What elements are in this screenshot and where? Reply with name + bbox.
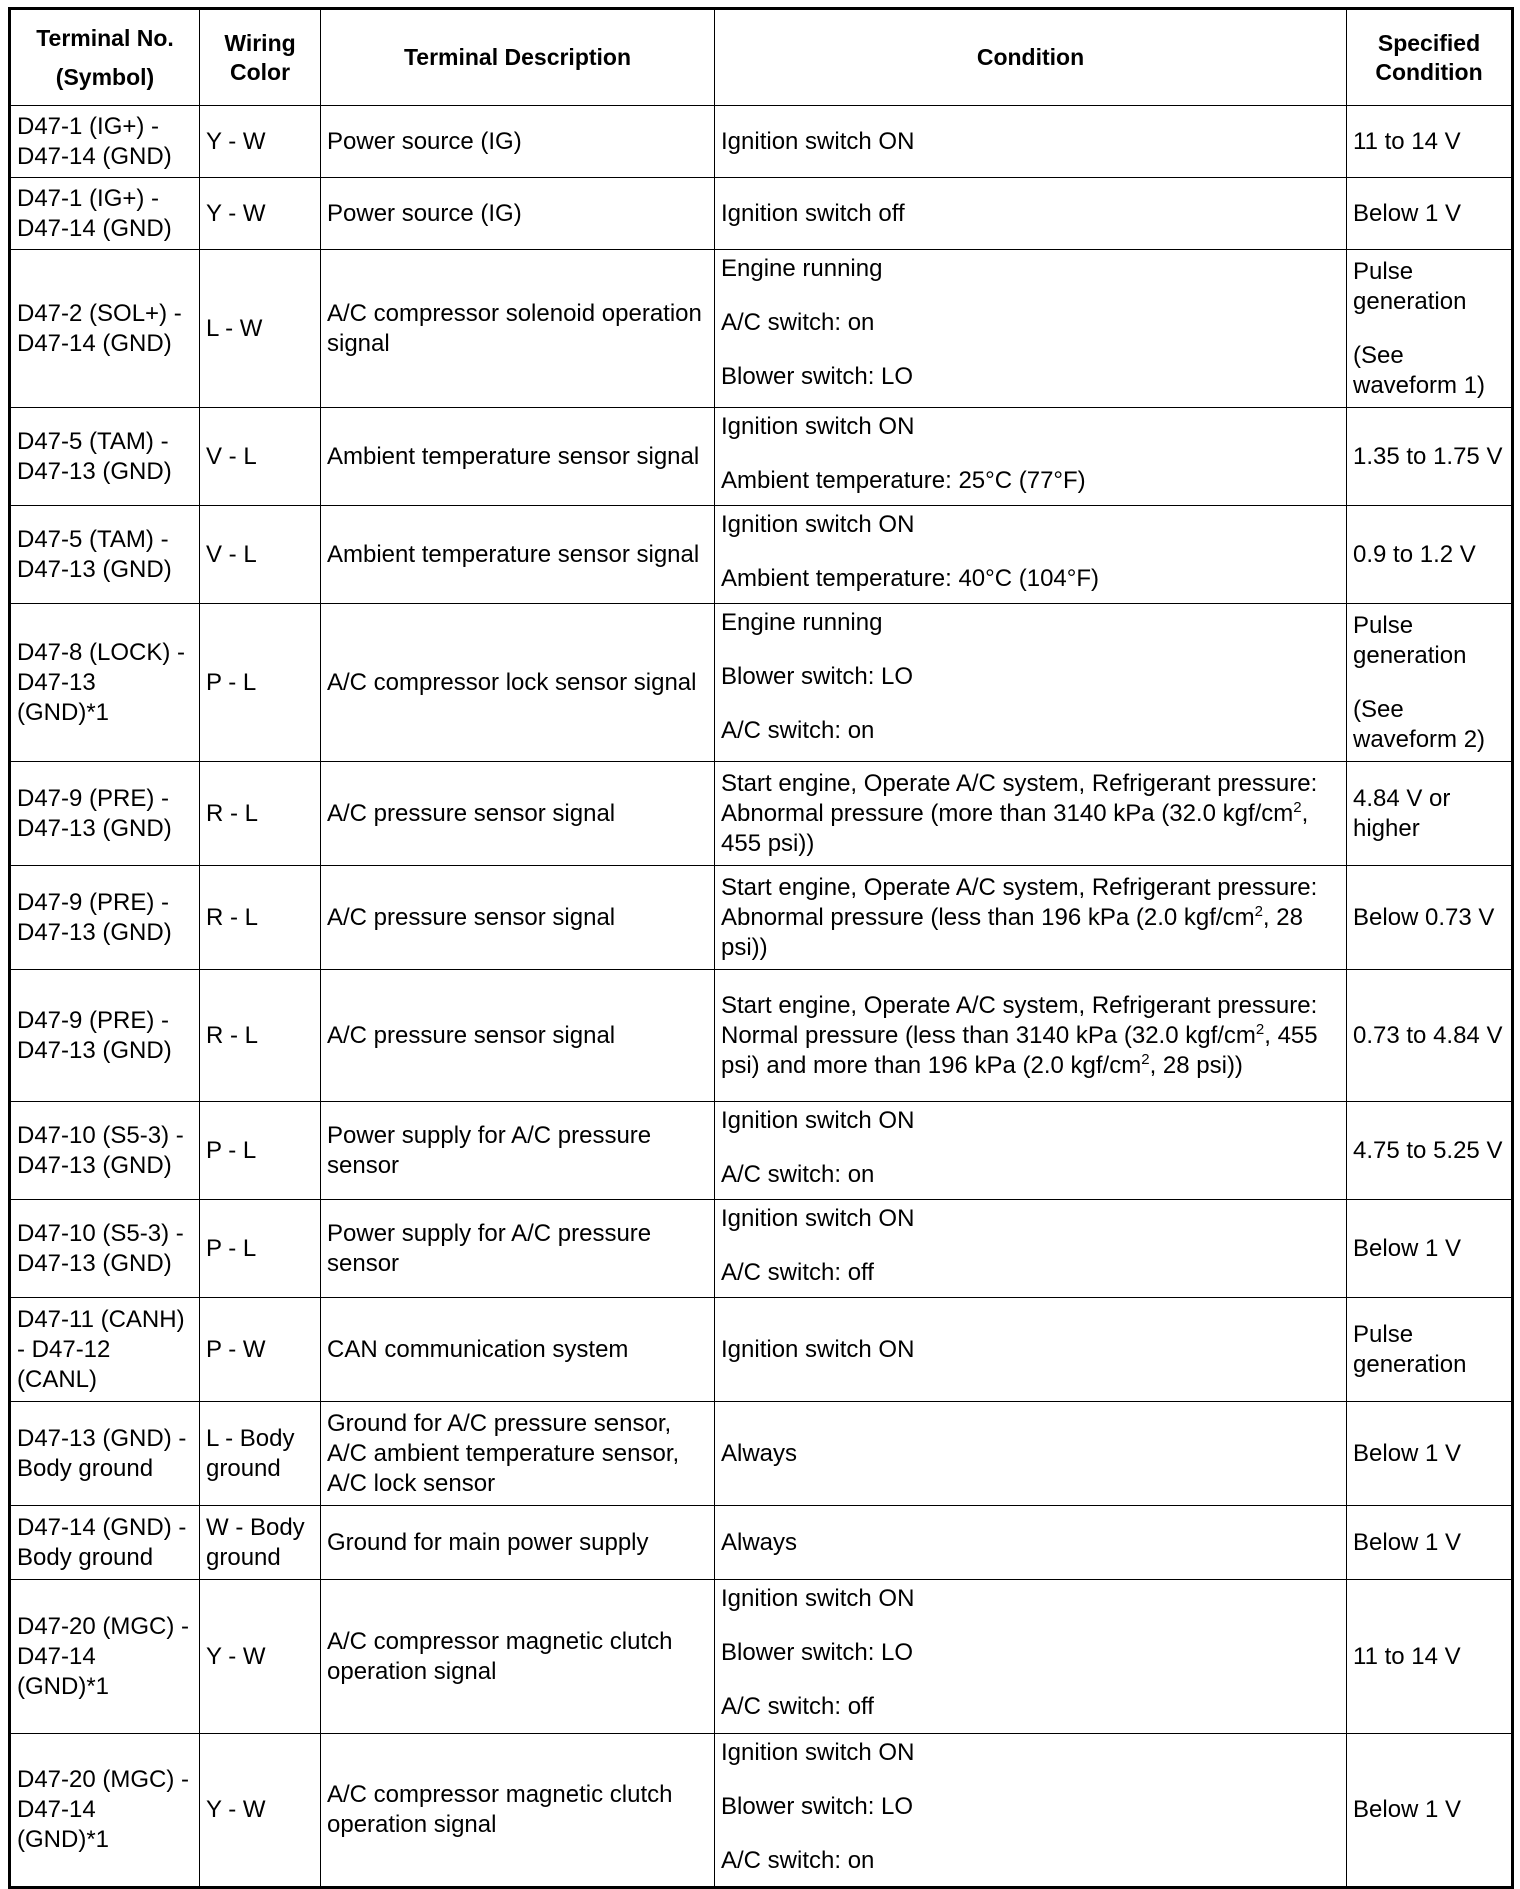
wiring-color-cell: L - Body ground: [200, 1402, 321, 1506]
description-cell: Ground for A/C pressure sensor, A/C ambient temperature sensor, A/C lock sensor: [321, 1402, 715, 1506]
condition-line: Engine running: [721, 609, 883, 636]
condition-cell: [715, 408, 1347, 506]
spec-line: 11 to 14 V: [1353, 1642, 1461, 1670]
wiring-color-cell: P - L: [200, 604, 321, 762]
terminal-cell: D47-10 (S5-3) - D47-13 (GND): [10, 1102, 200, 1200]
spec-line: Below 1 V: [1353, 1234, 1462, 1262]
condition-line: Blower switch: LO: [721, 1639, 914, 1666]
table-row: [10, 506, 1513, 604]
wiring-color-cell: P - L: [200, 1200, 321, 1298]
wiring-color-cell: R - L: [200, 866, 321, 970]
condition-text: Start engine, Operate A/C system, Refrigerant pressure: Normal pressure (less than 3140 kPa (32.0 kgf/cm: [721, 991, 1318, 1049]
description-cell: Power supply for A/C pressure sensor: [321, 1200, 715, 1298]
description-cell: A/C pressure sensor signal: [321, 762, 715, 866]
superscript: 2: [1293, 798, 1302, 816]
condition-line: Ignition switch ON: [721, 1335, 915, 1363]
condition-line: A/C switch: on: [721, 717, 875, 744]
wiring-color-cell: V - L: [200, 408, 321, 506]
condition-line: A/C switch: off: [721, 1693, 874, 1720]
terminal-cell: D47-8 (LOCK) - D47-13 (GND)*1: [10, 604, 200, 762]
wiring-color-cell: P - W: [200, 1298, 321, 1402]
condition-text: , 455 psi)): [721, 799, 1309, 857]
condition-line: Ignition switch ON: [721, 413, 915, 440]
specified-condition-cell: [1347, 1298, 1513, 1402]
condition-line: Ignition switch ON: [721, 1205, 915, 1232]
specified-condition-cell: [1347, 106, 1513, 178]
condition-line: Blower switch: LO: [721, 663, 914, 690]
condition-text: , 28 psi)): [1149, 1051, 1243, 1079]
terminal-cell: D47-2 (SOL+) - D47-14 (GND): [10, 250, 200, 408]
condition-line: Always: [721, 1528, 798, 1556]
spec-line: 1.35 to 1.75 V: [1353, 442, 1503, 470]
condition-text: , 455 psi) and more than 196 kPa (2.0 kgf/cm: [721, 1021, 1318, 1079]
condition-cell: [715, 1102, 1347, 1200]
condition-line: Blower switch: LO: [721, 363, 914, 390]
terminal-cell: D47-5 (TAM) - D47-13 (GND): [10, 408, 200, 506]
spec-line: Below 1 V: [1353, 1796, 1462, 1823]
spec-line: Pulse generation: [1353, 257, 1467, 315]
specified-condition-cell: [1347, 1200, 1513, 1298]
wiring-color-cell: L - W: [200, 250, 321, 408]
wiring-color-cell: R - L: [200, 762, 321, 866]
table-row: [10, 1200, 1513, 1298]
spec-line: Below 0.73 V: [1353, 903, 1495, 931]
terminal-cell: D47-5 (TAM) - D47-13 (GND): [10, 506, 200, 604]
condition-cell: [715, 1402, 1347, 1506]
wiring-color-cell: W - Body ground: [200, 1506, 321, 1580]
superscript: 2: [1255, 1020, 1265, 1038]
condition-text: Start engine, Operate A/C system, Refrigerant pressure: Abnormal pressure (less than 196 kPa (2.0 kgf/cm: [721, 873, 1318, 931]
description-cell: Power source (IG): [321, 106, 715, 178]
spec-line: Pulse generation: [1353, 611, 1467, 669]
wiring-color-cell: V - L: [200, 506, 321, 604]
specified-condition-cell: [1347, 506, 1513, 604]
condition-line: Always: [721, 1439, 798, 1467]
description-cell: A/C compressor lock sensor signal: [321, 604, 715, 762]
superscript: 2: [1141, 1050, 1150, 1068]
table-row: [10, 250, 1513, 408]
condition-cell: [715, 604, 1347, 762]
condition-cell: [715, 1200, 1347, 1298]
wiring-color-cell: P - L: [200, 1102, 321, 1200]
header-wiring: Wiring Color: [200, 9, 321, 106]
wiring-color-cell: R - L: [200, 970, 321, 1102]
condition-cell: [715, 1298, 1347, 1402]
header-spec: Specified Condition: [1347, 9, 1513, 106]
table-row: [10, 762, 1513, 866]
condition-line: Engine running: [721, 255, 883, 282]
condition-cell: [715, 106, 1347, 178]
specified-condition-cell: [1347, 1506, 1513, 1580]
spec-line: 0.9 to 1.2 V: [1353, 540, 1476, 568]
condition-line: Ambient temperature: 25°C (77°F): [721, 467, 1086, 494]
description-cell: A/C pressure sensor signal: [321, 970, 715, 1102]
description-cell: Power supply for A/C pressure sensor: [321, 1102, 715, 1200]
description-cell: Ground for main power supply: [321, 1506, 715, 1580]
description-cell: A/C pressure sensor signal: [321, 866, 715, 970]
specified-condition-cell: [1347, 178, 1513, 250]
table-row: [10, 1298, 1513, 1402]
terminal-cell: D47-13 (GND) - Body ground: [10, 1402, 200, 1506]
condition-line: A/C switch: on: [721, 309, 875, 336]
table-row: [10, 1506, 1513, 1580]
terminal-cell: D47-1 (IG+) - D47-14 (GND): [10, 178, 200, 250]
terminal-cell: D47-20 (MGC) - D47-14 (GND)*1: [10, 1580, 200, 1734]
spec-line: 11 to 14 V: [1353, 127, 1461, 155]
condition-text: Start engine, Operate A/C system, Refrigerant pressure: Abnormal pressure (more than 3140 kPa (32.0 kgf/cm: [721, 769, 1318, 827]
header-terminal: Terminal No. (Symbol): [10, 9, 200, 106]
condition-cell: [715, 506, 1347, 604]
condition-line: Ignition switch ON: [721, 1739, 915, 1766]
spec-line: (See waveform 1): [1353, 341, 1486, 399]
specified-condition-cell: [1347, 250, 1513, 408]
condition-line: A/C switch: on: [721, 1847, 875, 1874]
description-cell: Ambient temperature sensor signal: [321, 408, 715, 506]
spec-line: 4.75 to 5.25 V: [1353, 1136, 1503, 1164]
description-cell: A/C compressor solenoid operation signal: [321, 250, 715, 408]
specified-condition-cell: [1347, 1102, 1513, 1200]
condition-cell: [715, 970, 1347, 1102]
description-cell: CAN communication system: [321, 1298, 715, 1402]
condition-cell: [715, 1734, 1347, 1888]
specified-condition-cell: [1347, 1734, 1513, 1888]
specified-condition-cell: [1347, 1580, 1513, 1734]
wiring-color-cell: Y - W: [200, 1580, 321, 1734]
condition-cell: [715, 1580, 1347, 1734]
wiring-color-cell: Y - W: [200, 178, 321, 250]
spec-line: Below 1 V: [1353, 1439, 1462, 1467]
spec-line: Below 1 V: [1353, 1528, 1462, 1556]
header-condition: Condition: [715, 9, 1347, 106]
terminal-cell: D47-1 (IG+) - D47-14 (GND): [10, 106, 200, 178]
table-body: [10, 106, 1513, 1888]
specified-condition-cell: [1347, 762, 1513, 866]
spec-line: 4.84 V or higher: [1353, 784, 1451, 842]
condition-cell: [715, 1506, 1347, 1580]
terminal-cell: D47-10 (S5-3) - D47-13 (GND): [10, 1200, 200, 1298]
specified-condition-cell: [1347, 866, 1513, 970]
condition-cell: [715, 866, 1347, 970]
table-row: [10, 1402, 1513, 1506]
condition-line: Ignition switch ON: [721, 1585, 915, 1612]
wiring-color-cell: Y - W: [200, 106, 321, 178]
condition-text: , 28 psi)): [721, 903, 1303, 961]
condition-line: Ignition switch ON: [721, 511, 915, 538]
specified-condition-cell: [1347, 604, 1513, 762]
description-cell: A/C compressor magnetic clutch operation signal: [321, 1734, 715, 1888]
terminal-cell: D47-11 (CANH) - D47-12 (CANL): [10, 1298, 200, 1402]
table-row: [10, 604, 1513, 762]
specified-condition-cell: [1347, 408, 1513, 506]
table-row: [10, 178, 1513, 250]
description-cell: A/C compressor magnetic clutch operation signal: [321, 1580, 715, 1734]
table-row: [10, 866, 1513, 970]
condition-line: Ignition switch ON: [721, 1107, 915, 1134]
terminal-inspection-table: [8, 7, 1514, 1889]
condition-line: Ignition switch off: [721, 199, 905, 227]
spec-line: 0.73 to 4.84 V: [1353, 1021, 1503, 1049]
table-row: [10, 970, 1513, 1102]
superscript: 2: [1254, 902, 1263, 920]
terminal-cell: D47-9 (PRE) - D47-13 (GND): [10, 970, 200, 1102]
table-row: [10, 1734, 1513, 1888]
condition-line: Blower switch: LO: [721, 1793, 914, 1820]
header-description: Terminal Description: [321, 9, 715, 106]
condition-line: Ambient temperature: 40°C (104°F): [721, 565, 1100, 592]
terminal-cell: D47-20 (MGC) - D47-14 (GND)*1: [10, 1734, 200, 1888]
spec-line: Pulse generation: [1353, 1320, 1467, 1378]
condition-cell: [715, 178, 1347, 250]
wiring-color-cell: Y - W: [200, 1734, 321, 1888]
specified-condition-cell: [1347, 1402, 1513, 1506]
description-cell: Power source (IG): [321, 178, 715, 250]
specified-condition-cell: [1347, 970, 1513, 1102]
condition-line: Ignition switch ON: [721, 127, 915, 155]
table-row: [10, 1102, 1513, 1200]
condition-cell: [715, 250, 1347, 408]
terminal-cell: D47-9 (PRE) - D47-13 (GND): [10, 762, 200, 866]
table-row: [10, 1580, 1513, 1734]
description-cell: Ambient temperature sensor signal: [321, 506, 715, 604]
spec-line: (See waveform 2): [1353, 695, 1486, 753]
condition-cell: [715, 762, 1347, 866]
terminal-cell: D47-9 (PRE) - D47-13 (GND): [10, 866, 200, 970]
condition-line: A/C switch: on: [721, 1161, 875, 1188]
table-row: [10, 106, 1513, 178]
terminal-cell: D47-14 (GND) - Body ground: [10, 1506, 200, 1580]
spec-line: Below 1 V: [1353, 199, 1462, 227]
table-row: [10, 408, 1513, 506]
header-row: [10, 9, 1513, 106]
condition-line: A/C switch: off: [721, 1259, 874, 1286]
